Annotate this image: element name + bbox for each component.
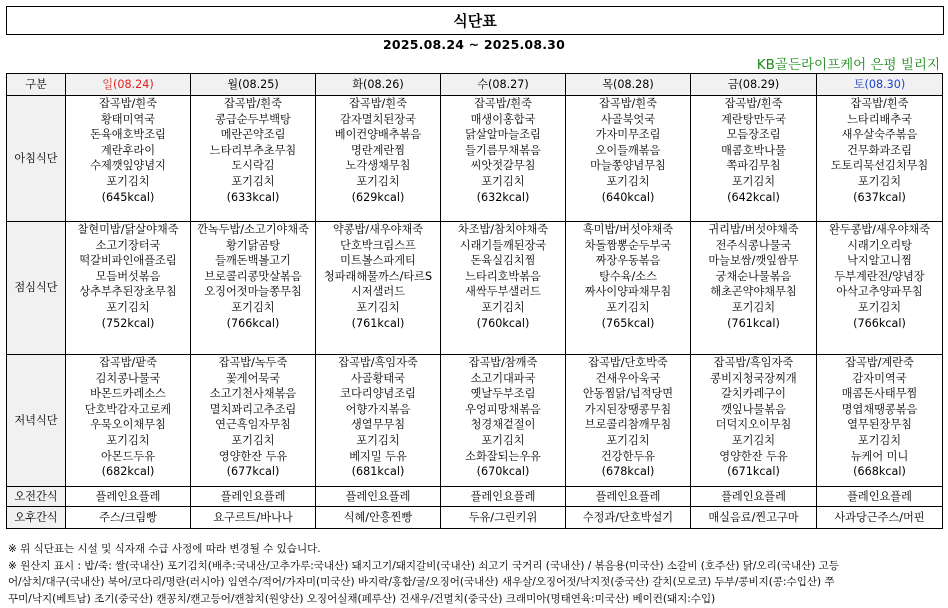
menu-item: 황기닭곰탕 (225, 238, 281, 252)
menu-item: (633kcal) (226, 190, 280, 204)
day-header: 금(08.29) (691, 74, 817, 96)
menu-item: 콩비지청국장찌개 (710, 371, 797, 385)
menu-item: 잡곡밥/흑임자죽 (338, 356, 418, 369)
menu-item: 쪽파김무침 (726, 159, 781, 173)
menu-item: 새싹두부샐러드 (465, 285, 541, 299)
menu-item: 모듬장조림 (726, 128, 781, 142)
menu-item: 포기김치 (231, 300, 275, 314)
menu-item: 들깨돈백볼고기 (215, 254, 291, 268)
menu-cell (566, 507, 691, 529)
menu-cell (441, 96, 566, 222)
menu-item: 가자미무조림 (595, 128, 661, 142)
menu-item: 주스/크림빵 (99, 510, 157, 524)
menu-cell (817, 507, 943, 529)
page-title: 식단표 (6, 6, 944, 35)
menu-item: 포기김치 (106, 433, 150, 447)
notes (8, 541, 942, 607)
menu-item: 꽃게어묵국 (225, 371, 281, 385)
menu-item: (640kcal) (601, 190, 655, 204)
day-header: 월(08.25) (191, 74, 316, 96)
menu-item: 코다리양념조림 (340, 387, 416, 401)
menu-item: 황태미역국 (100, 112, 156, 126)
menu-item: 잡곡밥/참깨죽 (468, 356, 538, 369)
menu-item: (681kcal) (351, 465, 405, 479)
menu-item: 아삭고추양파무침 (836, 285, 923, 299)
menu-cell (316, 507, 441, 529)
menu-item: (670kcal) (476, 465, 530, 479)
menu-table (6, 73, 943, 529)
menu-item: 잡곡밥/흰죽 (599, 97, 657, 110)
menu-item: 베지밀 두유 (349, 449, 407, 463)
menu-item: 흑미밥/버섯야채죽 (582, 223, 674, 236)
menu-item: 계란후라이 (100, 143, 156, 157)
menu-item: 소고기대파국 (470, 371, 536, 385)
menu-item: 건무화과조림 (847, 143, 912, 157)
menu-item: 잡곡밥/흑임자죽 (713, 356, 794, 369)
menu-item: 플레인요플레 (345, 489, 411, 503)
menu-item: 돈육애호박조림 (90, 128, 166, 142)
menu-item: 새우살숙주볶음 (841, 128, 918, 142)
menu-item: (668kcal) (853, 465, 906, 479)
menu-item: 포기김치 (857, 300, 902, 314)
menu-item: 잡곡밥/계란죽 (845, 356, 914, 369)
menu-item: 사과당근주스/머핀 (834, 510, 925, 524)
menu-item: 포기김치 (606, 174, 650, 188)
menu-cell (66, 507, 191, 529)
menu-cell (817, 96, 943, 222)
menu-item: 들기름무채볶음 (465, 143, 541, 157)
menu-item: 낙지알고니찜 (847, 254, 912, 268)
menu-item: 갈치카레구이 (721, 387, 786, 401)
menu-item: 깻잎나물볶음 (721, 402, 786, 416)
menu-item: 두부계란전/양념장 (834, 269, 925, 283)
menu-item: 찰현미밥/닭살야채죽 (77, 223, 179, 236)
menu-item: 아몬드두유 (100, 449, 156, 463)
meal-row-label: 오전간식 (7, 487, 66, 507)
menu-cell (566, 487, 691, 507)
menu-item: 씨앗젓갈무침 (470, 159, 536, 173)
menu-cell (191, 96, 316, 222)
menu-item: 요구르트/바나나 (213, 510, 293, 524)
menu-item: 해초곤약야채무침 (710, 285, 797, 299)
menu-item: 차조밥/참치야채죽 (457, 223, 549, 236)
menu-item: 건강한두유 (600, 449, 656, 463)
menu-cell (566, 96, 691, 222)
menu-cell (441, 487, 566, 507)
day-header: 화(08.26) (316, 74, 441, 96)
menu-item: 오징어젓마늘쫑무침 (204, 285, 302, 299)
menu-item: (761kcal) (351, 316, 405, 330)
menu-item: 잡곡밥/흰죽 (224, 97, 282, 110)
menu-item: 잡곡밥/팥죽 (99, 356, 157, 369)
menu-item: 포기김치 (606, 300, 650, 314)
menu-item: 사골황태국 (350, 371, 406, 385)
menu-item: (766kcal) (226, 316, 280, 330)
menu-item: 가지된장땡콩무침 (584, 402, 672, 416)
note-line: 꾸미/낙지(베트남) 조기(중국산) 캔꽁치/캔고등어/캔참치(원양산) 오징어실채(페루산) 건새우/건멸치(중국산) 크래미아(명태연육:미국산) 베이컨(돼지:수입) (8, 592, 716, 605)
menu-item: 매콤호박나물 (721, 143, 786, 157)
menu-item: 청파래해물까스/타르S (323, 269, 433, 283)
menu-item: 소고기장터국 (95, 238, 161, 252)
menu-cell (66, 222, 191, 355)
menu-cell (817, 355, 943, 487)
menu-item: (760kcal) (476, 316, 530, 330)
menu-item: 콩급순두부백탕 (215, 112, 291, 126)
menu-cell (191, 355, 316, 487)
menu-item: 잡곡밥/녹두죽 (218, 356, 288, 369)
menu-cell (691, 222, 817, 355)
menu-item: 메란곤약조림 (220, 128, 286, 142)
menu-item: 식혜/안흥찐빵 (343, 510, 413, 524)
menu-item: 완두콩밥/새우야채죽 (828, 223, 931, 236)
menu-item: 매실음료/찐고구마 (708, 510, 799, 524)
menu-item: 사골북엇국 (600, 112, 656, 126)
menu-item: 수정과/단호박설기 (582, 510, 674, 524)
menu-item: 매콤돈사태무찜 (841, 387, 918, 401)
menu-item: 플레인요플레 (595, 489, 661, 503)
menu-item: 느타리호박볶음 (465, 269, 541, 283)
menu-item: 잡곡밥/흰죽 (99, 97, 157, 110)
day-header: 토(08.30) (817, 74, 943, 96)
menu-period: 2025.08.24 ~ 2025.08.30 (383, 37, 565, 52)
menu-item: 마늘쫑양념무침 (590, 159, 666, 173)
menu-item: 포기김치 (857, 174, 902, 188)
menu-item: 미트볼스파게티 (340, 254, 416, 268)
menu-item: 포기김치 (857, 433, 902, 447)
menu-item: (632kcal) (476, 190, 530, 204)
menu-item: 감자멸치된장국 (340, 112, 416, 126)
menu-item: 탕수육/소스 (599, 269, 657, 283)
menu-item: 뉴케어 미니 (850, 449, 909, 463)
menu-item: 연근흑임자무침 (215, 418, 291, 432)
meal-row (7, 487, 943, 507)
menu-cell (441, 507, 566, 529)
header-label: 구분 (7, 74, 66, 96)
menu-item: 포기김치 (356, 174, 400, 188)
menu-cell (316, 96, 441, 222)
menu-item: 잡곡밥/흰죽 (724, 97, 783, 110)
menu-cell (441, 222, 566, 355)
menu-item: 포기김치 (231, 174, 275, 188)
meal-row-label: 오후간식 (7, 507, 66, 529)
menu-item: 김치콩나물국 (95, 371, 161, 385)
menu-item: 감자미역국 (852, 371, 907, 385)
menu-item: 명엽채땡콩볶음 (841, 402, 918, 416)
menu-item: 포기김치 (481, 300, 525, 314)
menu-item: 노각생채무침 (345, 159, 411, 173)
menu-item: 잡곡밥/흰죽 (474, 97, 532, 110)
menu-item: 명란계란찜 (350, 143, 406, 157)
menu-item: 더덕지오이무침 (715, 418, 792, 432)
meal-row (7, 507, 943, 529)
menu-cell (691, 487, 817, 507)
menu-item: (766kcal) (853, 316, 906, 330)
menu-cell (817, 222, 943, 355)
menu-cell (316, 222, 441, 355)
menu-item: 생열무무침 (350, 418, 406, 432)
menu-cell (191, 222, 316, 355)
meal-row (7, 355, 943, 487)
menu-item: 전주식콩나물국 (715, 238, 792, 252)
menu-item: (765kcal) (601, 316, 655, 330)
menu-item: (642kcal) (727, 190, 780, 204)
menu-item: 포기김치 (356, 300, 400, 314)
meal-row (7, 96, 943, 222)
menu-item: 플레인요플레 (721, 489, 786, 503)
menu-item: 플레인요플레 (220, 489, 286, 503)
menu-item: 닭살알마늘조림 (465, 128, 541, 142)
menu-item: 수제깻잎양념지 (90, 159, 166, 173)
menu-item: 오이들깨볶음 (595, 143, 661, 157)
menu-cell (191, 487, 316, 507)
menu-item: 귀리밥/버섯야채죽 (708, 223, 799, 236)
header-row (7, 74, 943, 96)
menu-item: 포기김치 (106, 174, 150, 188)
menu-cell (691, 96, 817, 222)
menu-item: 시래기오리탕 (847, 238, 912, 252)
menu-item: 포기김치 (731, 300, 776, 314)
menu-item: (761kcal) (727, 316, 780, 330)
menu-item: 포기김치 (731, 174, 776, 188)
menu-item: 안동찜닭/넙적당면 (582, 387, 674, 401)
menu-item: 우엉피망채볶음 (465, 402, 541, 416)
menu-item: 플레인요플레 (847, 489, 912, 503)
menu-cell (66, 96, 191, 222)
menu-cell (191, 507, 316, 529)
note-line: 어/삼치/대구(국내산) 북어/코다리/명란(러시아) 임연수/적어/가자미(미국산) 바지락/홍합/굴/오징어(국내산) 새우살/오징어젓/낙지젓(중국산) 갈치(모로코) 두부/콩비지(콩:수입산) 쭈 (8, 576, 835, 588)
menu-item: 느타리부추초무침 (209, 143, 297, 157)
menu-item: (752kcal) (101, 316, 155, 330)
menu-item: (671kcal) (727, 465, 780, 479)
meal-row (7, 222, 943, 355)
menu-item: 포기김치 (106, 300, 150, 314)
menu-cell (691, 355, 817, 487)
menu-item: 베이컨양배추볶음 (334, 128, 422, 142)
menu-item: (645kcal) (101, 190, 155, 204)
menu-item: 깐녹두밥/소고기야채죽 (197, 223, 309, 236)
menu-item: 잡곡밥/흰죽 (850, 97, 909, 110)
menu-item: 짜장우동볶음 (595, 254, 661, 268)
menu-item: 어향가지볶음 (345, 402, 411, 416)
menu-item: 단호박감자고로케 (84, 402, 172, 416)
menu-cell (817, 487, 943, 507)
menu-item: 모듬버섯볶음 (95, 269, 161, 283)
menu-item: 차돌짬뽕순두부국 (584, 238, 672, 252)
menu-item: 잡곡밥/단호박죽 (588, 356, 668, 369)
menu-item: 마늘보쌈/깻잎쌈무 (708, 254, 799, 268)
menu-item: 우묵오이채무침 (90, 418, 166, 432)
menu-item: 궁채순나물볶음 (715, 269, 792, 283)
meal-row-label: 저녁식단 (7, 355, 66, 487)
menu-cell (441, 355, 566, 487)
menu-item: 시래기들깨된장국 (459, 238, 547, 252)
menu-cell (66, 355, 191, 487)
menu-item: 포기김치 (481, 174, 525, 188)
menu-item: 도토리묵선김치무침 (830, 159, 929, 173)
menu-item: 청경채겉절이 (470, 418, 536, 432)
menu-item: (678kcal) (601, 465, 655, 479)
menu-item: 플레인요플레 (95, 489, 161, 503)
menu-item: 포기김치 (481, 433, 525, 447)
menu-item: 매생이홍합국 (470, 112, 536, 126)
menu-item: 느타리배추국 (847, 112, 912, 126)
menu-item: 멸치꽈리고추조림 (209, 402, 297, 416)
menu-item: (637kcal) (853, 190, 906, 204)
menu-item: 잡곡밥/흰죽 (349, 97, 407, 110)
menu-item: 두유/그린키위 (468, 510, 538, 524)
menu-item: 옛날두부조림 (470, 387, 536, 401)
menu-item: 바몬드카레소스 (90, 387, 166, 401)
note-line: ※ 원산지 표시 : 밥/죽: 쌀(국내산) 포기김치(배추:국내산/고추가루:국내산) 돼지고기/돼지갈비(국내산) 쇠고기 국거리 (국내산) / 볶음용(미국산) 소갈비 (호주산) 닭/오리(국내산) 고등 (8, 559, 839, 572)
menu-item: 포기김치 (731, 433, 776, 447)
menu-item: 계란탕만두국 (721, 112, 786, 126)
day-header: 목(08.28) (566, 74, 691, 96)
menu-item: 브로콜리콩맛살볶음 (204, 269, 302, 283)
menu-cell (316, 355, 441, 487)
menu-item: 상추부추된장초무침 (79, 285, 177, 299)
menu-item: 플레인요플레 (470, 489, 536, 503)
menu-item: (677kcal) (226, 465, 280, 479)
menu-item: 단호박크림스프 (340, 238, 416, 252)
menu-item: 영양한잔 두유 (719, 449, 788, 463)
menu-item: 포기김치 (231, 433, 275, 447)
menu-item: 포기김치 (356, 433, 400, 447)
menu-cell (566, 355, 691, 487)
menu-item: 포기김치 (606, 433, 650, 447)
menu-cell (316, 487, 441, 507)
menu-item: (682kcal) (101, 465, 155, 479)
menu-item: 도시락김 (231, 159, 275, 173)
menu-item: 열무된장무침 (847, 418, 912, 432)
organization-name: KB골든라이프케어 은평 빌리지 (756, 57, 940, 73)
menu-item: 약콩밥/새우야채죽 (332, 223, 424, 236)
menu-item: 브로콜리참깨무침 (584, 418, 672, 432)
menu-item: 건새우아욱국 (595, 371, 661, 385)
menu-cell (691, 507, 817, 529)
menu-cell (66, 487, 191, 507)
menu-item: 돈육실김치찜 (470, 254, 536, 268)
note-line: ※ 위 식단표는 시설 및 식자재 수급 사정에 따라 변경될 수 있습니다. (8, 543, 321, 555)
menu-cell (566, 222, 691, 355)
meal-row-label: 점심식단 (7, 222, 66, 355)
menu-item: 소고기천사채볶음 (209, 387, 297, 401)
day-header: 일(08.24) (66, 74, 191, 96)
menu-item: 짜사이양파채무침 (584, 285, 672, 299)
meal-row-label: 아침식단 (7, 96, 66, 222)
menu-item: 영양한잔 두유 (218, 449, 288, 463)
menu-item: 떡갈비파인애플조림 (79, 254, 177, 268)
day-header: 수(08.27) (441, 74, 566, 96)
menu-item: 시저샐러드 (350, 285, 406, 299)
menu-item: 소화잘되는우유 (465, 449, 541, 463)
menu-item: (629kcal) (351, 190, 405, 204)
